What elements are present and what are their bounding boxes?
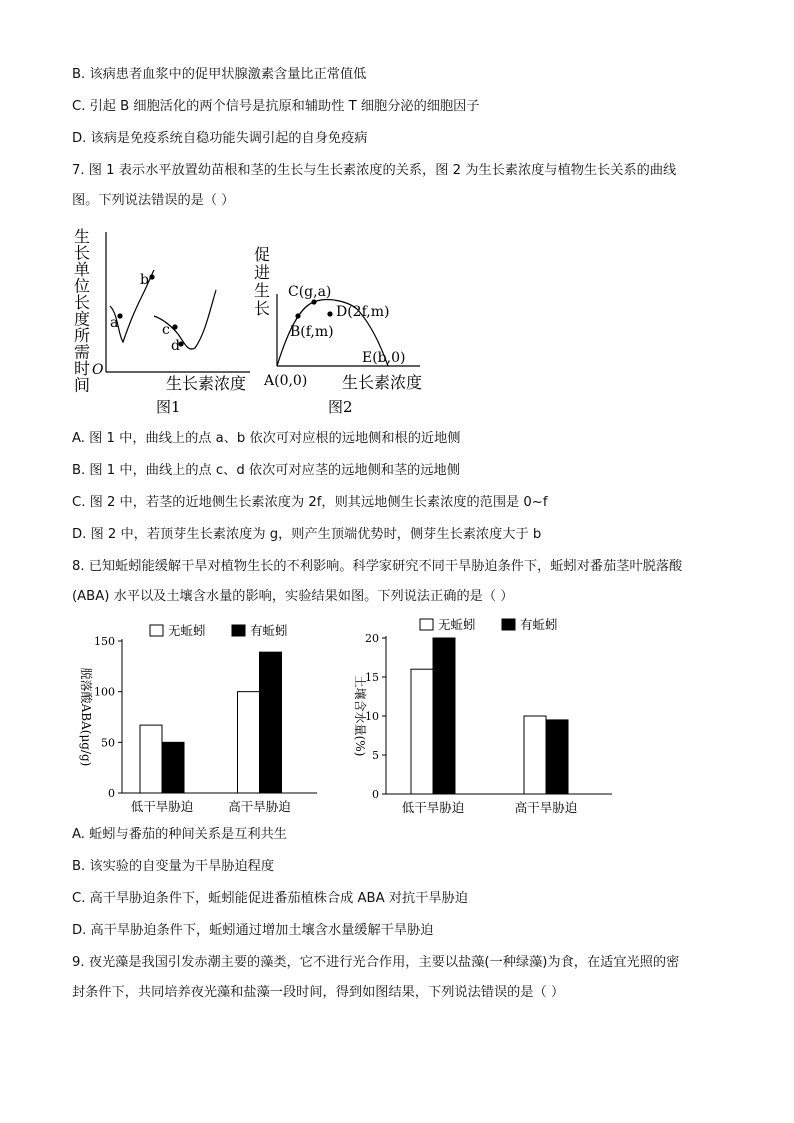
y-tick-label: 100 xyxy=(94,685,115,699)
fig2-point-c xyxy=(311,299,316,304)
q8-option-d: D. 高干旱胁迫条件下，蚯蚓通过增加土壤含水量缓解干旱胁迫 xyxy=(72,923,434,938)
fig1-caption: 图1 xyxy=(156,398,181,416)
fig1-xlabel: 生长素浓度 xyxy=(166,374,247,393)
fig1-ylabel-char: 长 xyxy=(74,243,91,263)
y-axis-label: 脱落酸ABA(μg/g) xyxy=(79,667,93,767)
y-axis-label: 土壤含水量(%) xyxy=(353,675,367,757)
q7-option-c: C. 图 2 中，若茎的近地侧生长素浓度为 2f，则其远地侧生长素浓度的范围是 0~f xyxy=(72,495,548,510)
fig1-ylabel-char: 长 xyxy=(74,293,91,312)
fig1-ylabel-char: 度 xyxy=(74,309,91,329)
chart-aba xyxy=(72,618,322,820)
q8-option-c: C. 高干旱胁迫条件下，蚯蚓能促进番茄植株合成 ABA 对抗干旱胁迫 xyxy=(72,891,468,906)
option-d-q6: D. 该病是免疫系统自稳功能失调引起的自身免疫病 xyxy=(72,131,368,146)
fig1-ylabel-char: 间 xyxy=(74,375,91,395)
q7-option-b: B. 图 1 中，曲线上的点 c、d 依次可对应茎的远地侧和茎的远地侧 xyxy=(72,463,460,478)
y-tick-label: 0 xyxy=(372,788,379,801)
fig2-point-b xyxy=(295,313,300,318)
y-tick-label: 15 xyxy=(365,671,379,684)
fig1-ylabel-char: 所 xyxy=(74,326,91,345)
fig1-label-c: c xyxy=(162,322,170,338)
legend-label: 无蚯蚓 xyxy=(438,617,476,632)
fig2-xlabel: 生长素浓度 xyxy=(342,373,423,392)
bar-no-earthworm xyxy=(524,716,546,794)
q8-stem-line2: (ABA) 水平以及土壤含水量的影响，实验结果如图。下列说法正确的是（ ） xyxy=(72,589,514,604)
q7-option-d: D. 图 2 中，若顶芽生长素浓度为 g，则产生顶端优势时，侧芽生长素浓度大于 b xyxy=(72,527,542,542)
legend-swatch xyxy=(150,625,163,636)
fig2-ylabel-char: 进 xyxy=(254,263,271,282)
bar-no-earthworm xyxy=(411,669,433,794)
fig1-ylabel-char: 生 xyxy=(74,227,91,246)
x-category-label: 高干旱胁迫 xyxy=(228,799,291,814)
fig1-label-a: a xyxy=(110,315,119,331)
q7-stem-line1: 7. 图 1 表示水平放置幼苗根和茎的生长与生长素浓度的关系，图 2 为生长素浓度与植物生长关系的曲线 xyxy=(72,163,677,178)
x-category-label: 低干旱胁迫 xyxy=(401,800,465,815)
legend-swatch xyxy=(420,619,433,630)
fig1-ylabel xyxy=(74,227,90,395)
option-c-q6: C. 引起 B 细胞活化的两个信号是抗原和辅助性 T 细胞分泌的细胞因子 xyxy=(72,99,480,114)
fig1-point-c xyxy=(172,324,177,329)
q8-stem-line1: 8. 已知蚯蚓能缓解干旱对植物生长的不利影响。科学家研究不同干旱胁迫条件下，蚯蚓对番茄茎叶脱落酸 xyxy=(72,559,683,574)
y-tick-label: 50 xyxy=(101,736,115,750)
bar-no-earthworm xyxy=(140,725,162,793)
fig1-label-b: b xyxy=(140,272,149,288)
legend-label: 有蚯蚓 xyxy=(520,617,558,632)
q8-option-b: B. 该实验的自变量为干旱胁迫程度 xyxy=(72,859,275,874)
bar-with-earthworm xyxy=(260,652,282,793)
q9-stem-line2: 封条件下，共同培养夜光藻和盐藻一段时间，得到如图结果，下列说法错误的是（ ） xyxy=(72,985,565,1000)
fig2-label-b: B(f,m) xyxy=(290,324,334,340)
q7-stem-line2: 图。下列说法错误的是（ ） xyxy=(72,193,235,208)
fig1-ylabel-char: 时 xyxy=(74,359,91,378)
legend-label: 无蚯蚓 xyxy=(168,623,206,638)
y-tick-label: 0 xyxy=(108,787,115,800)
x-category-label: 高干旱胁迫 xyxy=(514,800,578,815)
y-tick-label: 20 xyxy=(365,632,379,645)
fig2-ylabel-char: 生 xyxy=(254,281,271,300)
q7-option-a: A. 图 1 中，曲线上的点 a、b 依次可对应根的远地侧和根的近地侧 xyxy=(72,431,461,446)
chart-soil-water xyxy=(346,612,622,820)
q8-option-a: A. 蚯蚓与番茄的种间关系是互利共生 xyxy=(72,827,287,842)
figure-1 xyxy=(70,222,260,418)
legend-label: 有蚯蚓 xyxy=(250,623,288,638)
y-tick-label: 10 xyxy=(365,710,379,723)
y-tick-label: 5 xyxy=(372,749,379,762)
fig1-ylabel-char: 单 xyxy=(74,260,91,279)
bar-with-earthworm xyxy=(162,742,184,793)
fig2-point-d xyxy=(327,311,332,316)
fig1-label-d: d xyxy=(171,338,180,354)
fig2-ylabel-char: 促 xyxy=(254,245,271,264)
fig2-ylabel-char: 长 xyxy=(254,299,271,318)
q9-stem-line1: 9. 夜光藻是我国引发赤潮主要的藻类，它不进行光合作用，主要以盐藻(一种绿藻)为食，在适宜光照的密 xyxy=(72,955,680,970)
fig2-label-d: D(2f,m) xyxy=(336,304,390,320)
fig1-ylabel-char: 需 xyxy=(74,342,91,362)
fig2-caption: 图2 xyxy=(328,398,353,416)
figure-2 xyxy=(250,244,435,418)
fig1-origin: O xyxy=(92,362,104,378)
fig2-label-c: C(g,a) xyxy=(288,284,332,300)
legend-swatch xyxy=(502,619,515,630)
fig1-point-b xyxy=(149,274,154,279)
fig2-label-e: E(b,0) xyxy=(362,350,406,366)
y-tick-label: 150 xyxy=(94,635,115,648)
legend-swatch xyxy=(232,625,245,636)
fig1-stem-curve xyxy=(154,290,216,349)
fig2-ylabel xyxy=(254,245,270,318)
bar-with-earthworm xyxy=(433,638,455,794)
fig2-label-a: A(0,0) xyxy=(264,373,308,389)
fig1-ylabel-char: 位 xyxy=(74,276,91,296)
x-category-label: 低干旱胁迫 xyxy=(130,799,194,814)
option-b-q6: B. 该病患者血浆中的促甲状腺激素含量比正常值低 xyxy=(72,67,367,82)
bar-with-earthworm xyxy=(546,720,568,794)
bar-no-earthworm xyxy=(238,692,260,793)
